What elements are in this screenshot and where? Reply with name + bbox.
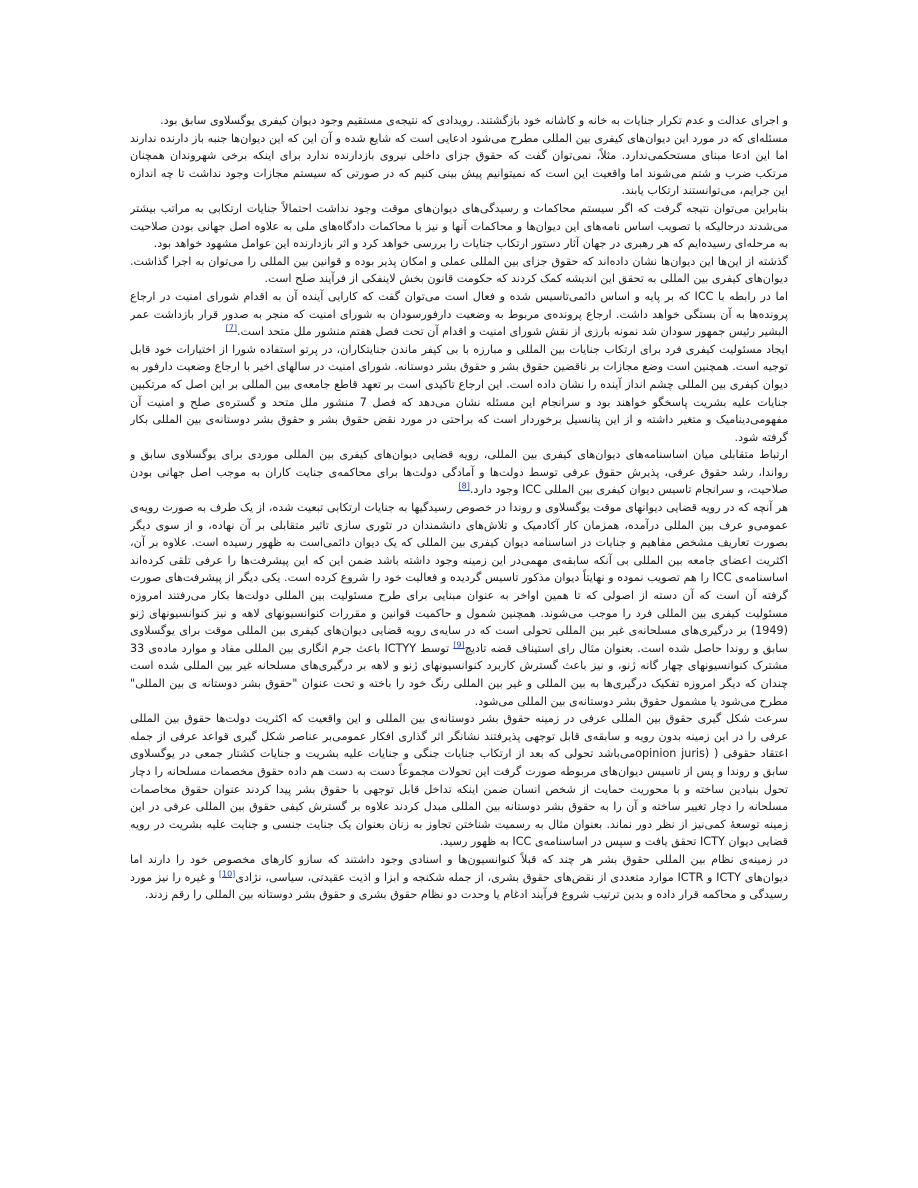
footnote-link-10[interactable]: [10] [218,868,236,878]
paragraph-1 [130,112,788,130]
paragraph-text-continued: توسط ICTYY باعث جرم انگاری بین المللی مفاد و موارد ماده‌ی 33 مشترک کنوانسیونهای چهار گانه ژنو، و نیز باعث گسترش کاربرد کنوانسیونهای ژنو و لاهه بر درگیری‌های مسلحانه غیر بین المللی شده است چندان که دیگر امروزه تفکیک درگیری‌ها به بین المللی و غیر بین المللی رنگ خود را باخته و تحت عنوان "حقوق بشر دوستانه ی بین المللی" مطرح می‌شود یا مشمول حقوق بشر دوستانه‌ی بین المللی می‌شود. [130,641,788,708]
paragraph-text: ارتباط متقابلی میان اساسنامه‌های دیوان‌های کیفری بین المللی، رویه قضایی دیوان‌های کیفری بین المللی موردی برای یوگسلاوی سابق و رواندا، رشد حقوق عرفی، پذیرش حقوق عرفی توسط دولت‌ها و آمادگی دولت‌ها برای محاکمه‌ی جنایت کاران به موجب اصل جهانی بودن صلاحیت، و سرانجام تاسیس دیوان کیفری بین المللی ICC وجود دارد. [130,448,788,497]
paragraph-text: و اجرای عدالت و عدم تکرار جنایات به خانه و کاشانه خود بازگشتند. رویدادی که نتیجه‌ی مستقیم وجود دیوان کیفری یوگسلاوی سابق بود. [160,114,788,127]
paragraph-text: در زمینه‌ی نظام بین المللی حقوق بشر هر چند که قبلاً کنوانسیون‌ها و اسنادی وجود داشتند که سازو کارهای مخصوص خود را دارند اما دیوان‌های ICTY و ICTR موارد متعددی از نقض‌های حقوق بشری، از جمله شکنجه و ابزا و اذیت عقیدتی، سیاسی، نژادی [130,852,788,884]
paragraph-text: مسئله‌ای که در مورد این دیوان‌های کیفری بین المللی مطرح می‌شود ادعایی است که شایع شده و آن این که این دیوان‌ها جنبه باز دارنده ندارند اما این ادعا مبنای مستحکمی‌ندارد. مثلاً، نمی‌توان گفت که حقوق جزای داخلی نیروی بازدارنده ندارد برای اینکه برخی شهروندان همچنان مرتکب ضرب و شتم می‌شوند اما واقعیت این است که نمیتوانیم پیش بینی کنیم که در صورتی که سیستم مجازات وجود نداشت تا چه اندازه این جرایم، می‌توانستند ارتکاب یابند. [130,131,788,198]
paragraph-text: گذشته از این‌ها این دیوان‌ها نشان داده‌اند که حقوق جزای بین المللی عملی و امکان پذیر بوده و قوانین بین المللی را می‌توان به اجرا گذاشت. دیوان‌های کیفری بین المللی به تحقق این اندیشه کمک کردند که حکومت قانون بخش لاینفکی از فرآیند صلح است. [130,254,788,286]
paragraph-text: ایجاد مسئولیت کیفری فرد برای ارتکاب جنایات بین المللی و مبارزه با بی کیفر ماندن جنایتکاران، در پرتو استفاده شورا از اختیارات خود قابل توجیه است. همچنین است وضع مجازات بر ناقضین حقوق بشر و حقوق بشر دوستانه. شورای امنیت در سالهای اخیر با ارجاع وضعیت دارفور به دیوان کیفری بین المللی چشم انداز آینده را نشان داده است. این ارجاع تاکیدی است بر تعهد قاطع جامعه‌ی بین المللی بر این اصل که مرتکبین جنایات علیه بشریت پاسخگو خواهند بود و سرانجام این مسئله نشان می‌دهد که فصل 7 منشور ملل متحد و گستره‌ی صلح و امنیت آن مفهومی‌دینامیک و متغیر داشته و از این پتانسیل برخوردار است که براحتی در مورد نقض حقوق بشر و حقوق بشر دوستانه‌ی بین المللی بکار گرفته شود. [130,342,788,444]
paragraph-8 [130,499,788,710]
footnote-link-7[interactable]: [7] [225,323,237,333]
paragraph-7 [130,446,788,499]
paragraph-text: اما در رابطه با ICC که بر پایه و اساس دائمی‌تاسیس شده و فعال است می‌توان گفت که کارایی آینده آن به اقدام شورای امنیت در ارجاع پرونده‌ها به آن بستگی خواهد داشت. ارجاع پرونده‌ی مربوط به وضعیت دارفورسودان به شورای امنیت که منجر به صدور قرار بازداشت عمر البشیر رئیس جمهور سودان شد نمونه بارزی از نقش شورای امنیت و اقدام آن تحت فصل هفتم منشور ملل متحد است. [130,289,788,339]
paragraph-2 [130,130,788,200]
paragraph-4 [130,253,788,288]
paragraph-9 [130,710,788,851]
paragraph-text-continued: و غیره را نیز مورد رسیدگی و محاکمه قرار داده و بدین ترتیب شروع فرآیند ادغام یا وحدت دو نظام حقوق بشری و حقوق بشر دوستانه بین المللی را رقم زدند. [130,870,788,902]
document-body [130,112,788,1142]
footnote-link-9[interactable]: [9] [453,640,465,650]
footnote-link-8[interactable]: [8] [458,481,470,491]
paragraph-text: هر آنچه که در رویه قضایی دیوانهای موقت یوگسلاوی و روندا در خصوص رسیدگیها به جنایات ارتکابی تبعیت شده، از یک طرف به صورت رویه‌ی عمومی‌و عرف بین المللی درآمده، همزمان کار آکادمیک و تلاش‌های دانشمندان در تئوری سازی تاثیر متقابلی بر آن نهاده، و از سوی دیگر بصورت تعاریف مشخص مفاهیم و جنایات در اساسنامه دیوان کیفری بین المللی که یک دیوان دائمی‌است به ظهور رسیده است. علاوه بر آن، اکثریت اعضای جامعه بین المللی بی آنکه سابقه‌ی مهمی‌در این زمینه وجود داشته باشد ضمن این که این پیشرفت‌ها را عرفی تلقی کرده‌اند اساسنامه‌ی ICC را هم تصویب نموده و نهایتاً دیوان مذکور تاسیس گردیده و فعالیت خود را شروع کرده است. یکی دیگر از پیشرفت‌های صورت گرفته آن است که آن دسته از اصولی که تا همین اواخر به عنوان مبنایی برای طرح مسئولیت بین المللی دولت‌ها بکار می‌رفتند امروزه مسئولیت کیفری بین المللی فرد را موجب می‌شوند. همچنین شمول و حاکمیت قوانین و مقررات کنوانسیونهای لاهه و نیز کنوانسیونهای ژنو (1949) بر درگیری‌های مسلحانه‌ی غیر بین المللی تحولی است که در سایه‌ی رویه قضایی دیوان‌های کیفری بین المللی موقت برای یوگسلاوی سابق و روندا حاصل شده است. بعنوان مثال رای استیناف قضه تادیچ [130,501,788,655]
paragraph-10 [130,851,788,904]
paragraph-5 [130,288,788,341]
paragraph-text: سرعت شکل گیری حقوق بین المللی عرفی در زمینه حقوق بشر دوستانه‌ی بین المللی و این واقعیت که اکثریت دولت‌ها حقوق بین المللی عرفی را در این زمینه بدون رویه و سابقه‌ی قابل توجهی پذیرفتند نشانگر اثر گذاری افکار عمومی‌بر عناصر شکل گیری قواعد عرفی از جمله اعتقاد حقوقی ( (opinion jurisمی‌باشد تحولی که بعد از ارتکاب جنایات جنگی و جنایات علیه بشریت و جنایات کشتار جمعی در یوگسلاوی سابق و روندا و پس از تاسیس دیوان‌های مربوطه صورت گرفت این تحولات مجموعاً دست به دست هم داده حقوق مخصمات مسلحانه را دچار تحول بنیادین ساخته و با محوریت حمایت از شخص انسان ضمن اینکه تداخل قابل توجهی با حقوق بشر پیدا کردند عنوان حقوق مخاصمات مسلحانه را دچار تغییر ساخته و آن را به حقوق بشر دوستانه بین المللی مبدل کردند علاوه بر گسترش کیفی حقوق بین المللی عرفی در این زمینه توسعهٔ کمی‌نیز از نظر دور نماند. بعنوان مثال به رسمیت شناختن تجاوز به زنان بعنوان یک جنایت جنسی و جنایت علیه بشریت در رویه قضایی دیوان ICTY تحقق یافت و سپس در اساسنامه‌ی ICC به ظهور رسید. [130,712,788,849]
paragraph-6 [130,341,788,447]
paragraph-text: بنابراین می‌توان نتیجه گرفت که اگر سیستم محاکمات و رسیدگی‌های دیوان‌های موقت وجود نداشت احتمالاً جنایات ارتکابی به مراتب بیشتر می‌شدند درحالیکه با تصویب اساس نامه‌های این دیوان‌ها و محاکمات آنها و نیز با محاکمات دادگاه‌های ملی به علاوه اصل جهانی بودن صلاحیت به مرحله‌ای رسیده‌ایم که هر رهبری در جهان آثار دستور ارتکاب جنایات را بررسی خواهد کرد و اثر بازدارنده این عوامل مشهود خواهد بود. [130,201,788,251]
paragraph-3 [130,200,788,253]
